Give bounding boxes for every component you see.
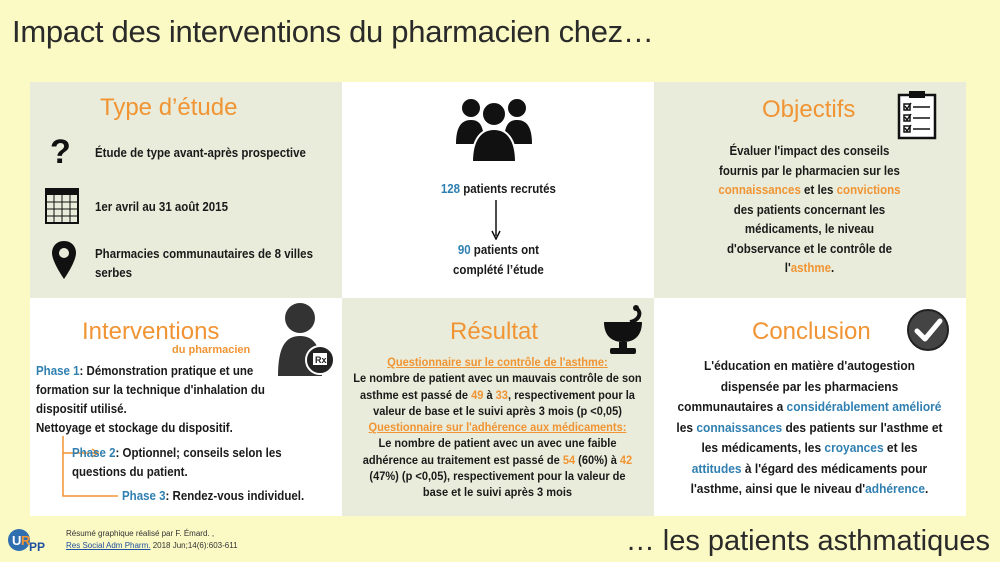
map-pin-icon [51, 240, 77, 280]
checklist-icon [897, 90, 937, 140]
objectifs-panel [654, 82, 966, 298]
down-arrow-icon [490, 200, 502, 240]
svg-text:R: R [21, 533, 31, 548]
svg-text:Rx: Rx [315, 355, 327, 365]
asthma-control-title: Questionnaire sur le contrôle de l'asthme: [387, 355, 608, 369]
recruited-label: patients recrutés [460, 182, 556, 196]
svg-text:U: U [12, 533, 22, 548]
study-type-text: Étude de type avant-après prospective [95, 146, 306, 160]
interventions-subheading: du pharmacien [172, 344, 251, 356]
calendar-icon [44, 185, 80, 225]
checkmark-icon [906, 308, 950, 352]
phase2-label: Phase 2 [72, 446, 116, 460]
completed-count: 90 [457, 243, 471, 257]
resultat-text: Questionnaire sur le contrôle de l'asthme: Le nombre de patient avec un mauvais contrôle de son asthme est passé de 49 à 33, respectivement pour la valeur de base et le suivi après 3 mois (p <0,05) Questionnaire sur l'adhérence aux médicaments: Le nombre de patient avec un avec une faible adhérence au traitement est passé de 54 (60%) à 42 (47%) (p <0,05), respectivement pour la valeur de base et le suivi après 3 mois [353, 355, 642, 500]
citation: Résumé graphique réalisé par F. Émard. , Res Social Adm Pharm. 2018 Jun;14(6):603-611 [66, 529, 238, 550]
resultat-panel [342, 298, 654, 516]
conclusion-text: L'éducation en matière d'autogestion dispensée par les pharmaciens communautaires a considérablement amélioré les connaissances des patients sur l'asthme et les médicaments, les croyances et les attitudes à l'égard des médicaments pour l'asthme, ainsi que le niveau d'adhérence. [676, 358, 943, 496]
pharmacy-bowl-icon [600, 304, 646, 356]
type-etude-panel [30, 82, 342, 298]
citation-link[interactable]: Res Social Adm Pharm. [66, 541, 151, 550]
footer-title: … les patients asthmatiques [625, 525, 990, 557]
completed-text: 90 patients ont complété l’étude [453, 243, 544, 277]
interventions-heading: Interventions [82, 318, 220, 345]
interventions-panel [30, 298, 342, 516]
urpp-logo [8, 527, 50, 553]
page-title: Impact des interventions du pharmacien chez… [12, 14, 654, 49]
recruited-line [342, 182, 655, 196]
phase3-text: Phase 3: Rendez-vous individuel. [122, 489, 305, 503]
phase1-label: Phase 1 [36, 364, 80, 378]
phase3-label: Phase 3 [122, 489, 166, 503]
recruited-count: 128 [440, 182, 461, 196]
resultat-heading: Résultat [450, 318, 539, 345]
svg-text:?: ? [50, 134, 71, 168]
group-icon [454, 92, 534, 164]
objectifs-text: Évaluer l'impact des conseils fournis par le pharmacien sur les connaissances et les convictions des patients concernant les médicaments, le niveau d'observance et le contrôle de l'asthme. [718, 144, 901, 275]
svg-text:PP: PP [29, 540, 46, 553]
study-location-text: Pharmacies communautaires de 8 villes serbes [95, 247, 313, 280]
phase2-text: Phase 2: Optionnel; conseils selon les questions du patient. [72, 446, 282, 479]
type-etude-heading: Type d’étude [100, 94, 238, 121]
study-dates-text: 1er avril au 31 août 2015 [95, 200, 228, 214]
patients-panel [342, 82, 654, 298]
conclusion-heading: Conclusion [752, 318, 871, 345]
adherence-title: Questionnaire sur l'adhérence aux médicaments: [368, 420, 627, 435]
phase1-text: Phase 1: Démonstration pratique et une formation sur la technique d'inhalation du dispositif utilisé. Nettoyage et stockage du dispositif. [36, 364, 265, 435]
conclusion-panel [654, 298, 966, 516]
question-icon [48, 134, 74, 168]
objectifs-heading: Objectifs [762, 96, 856, 123]
